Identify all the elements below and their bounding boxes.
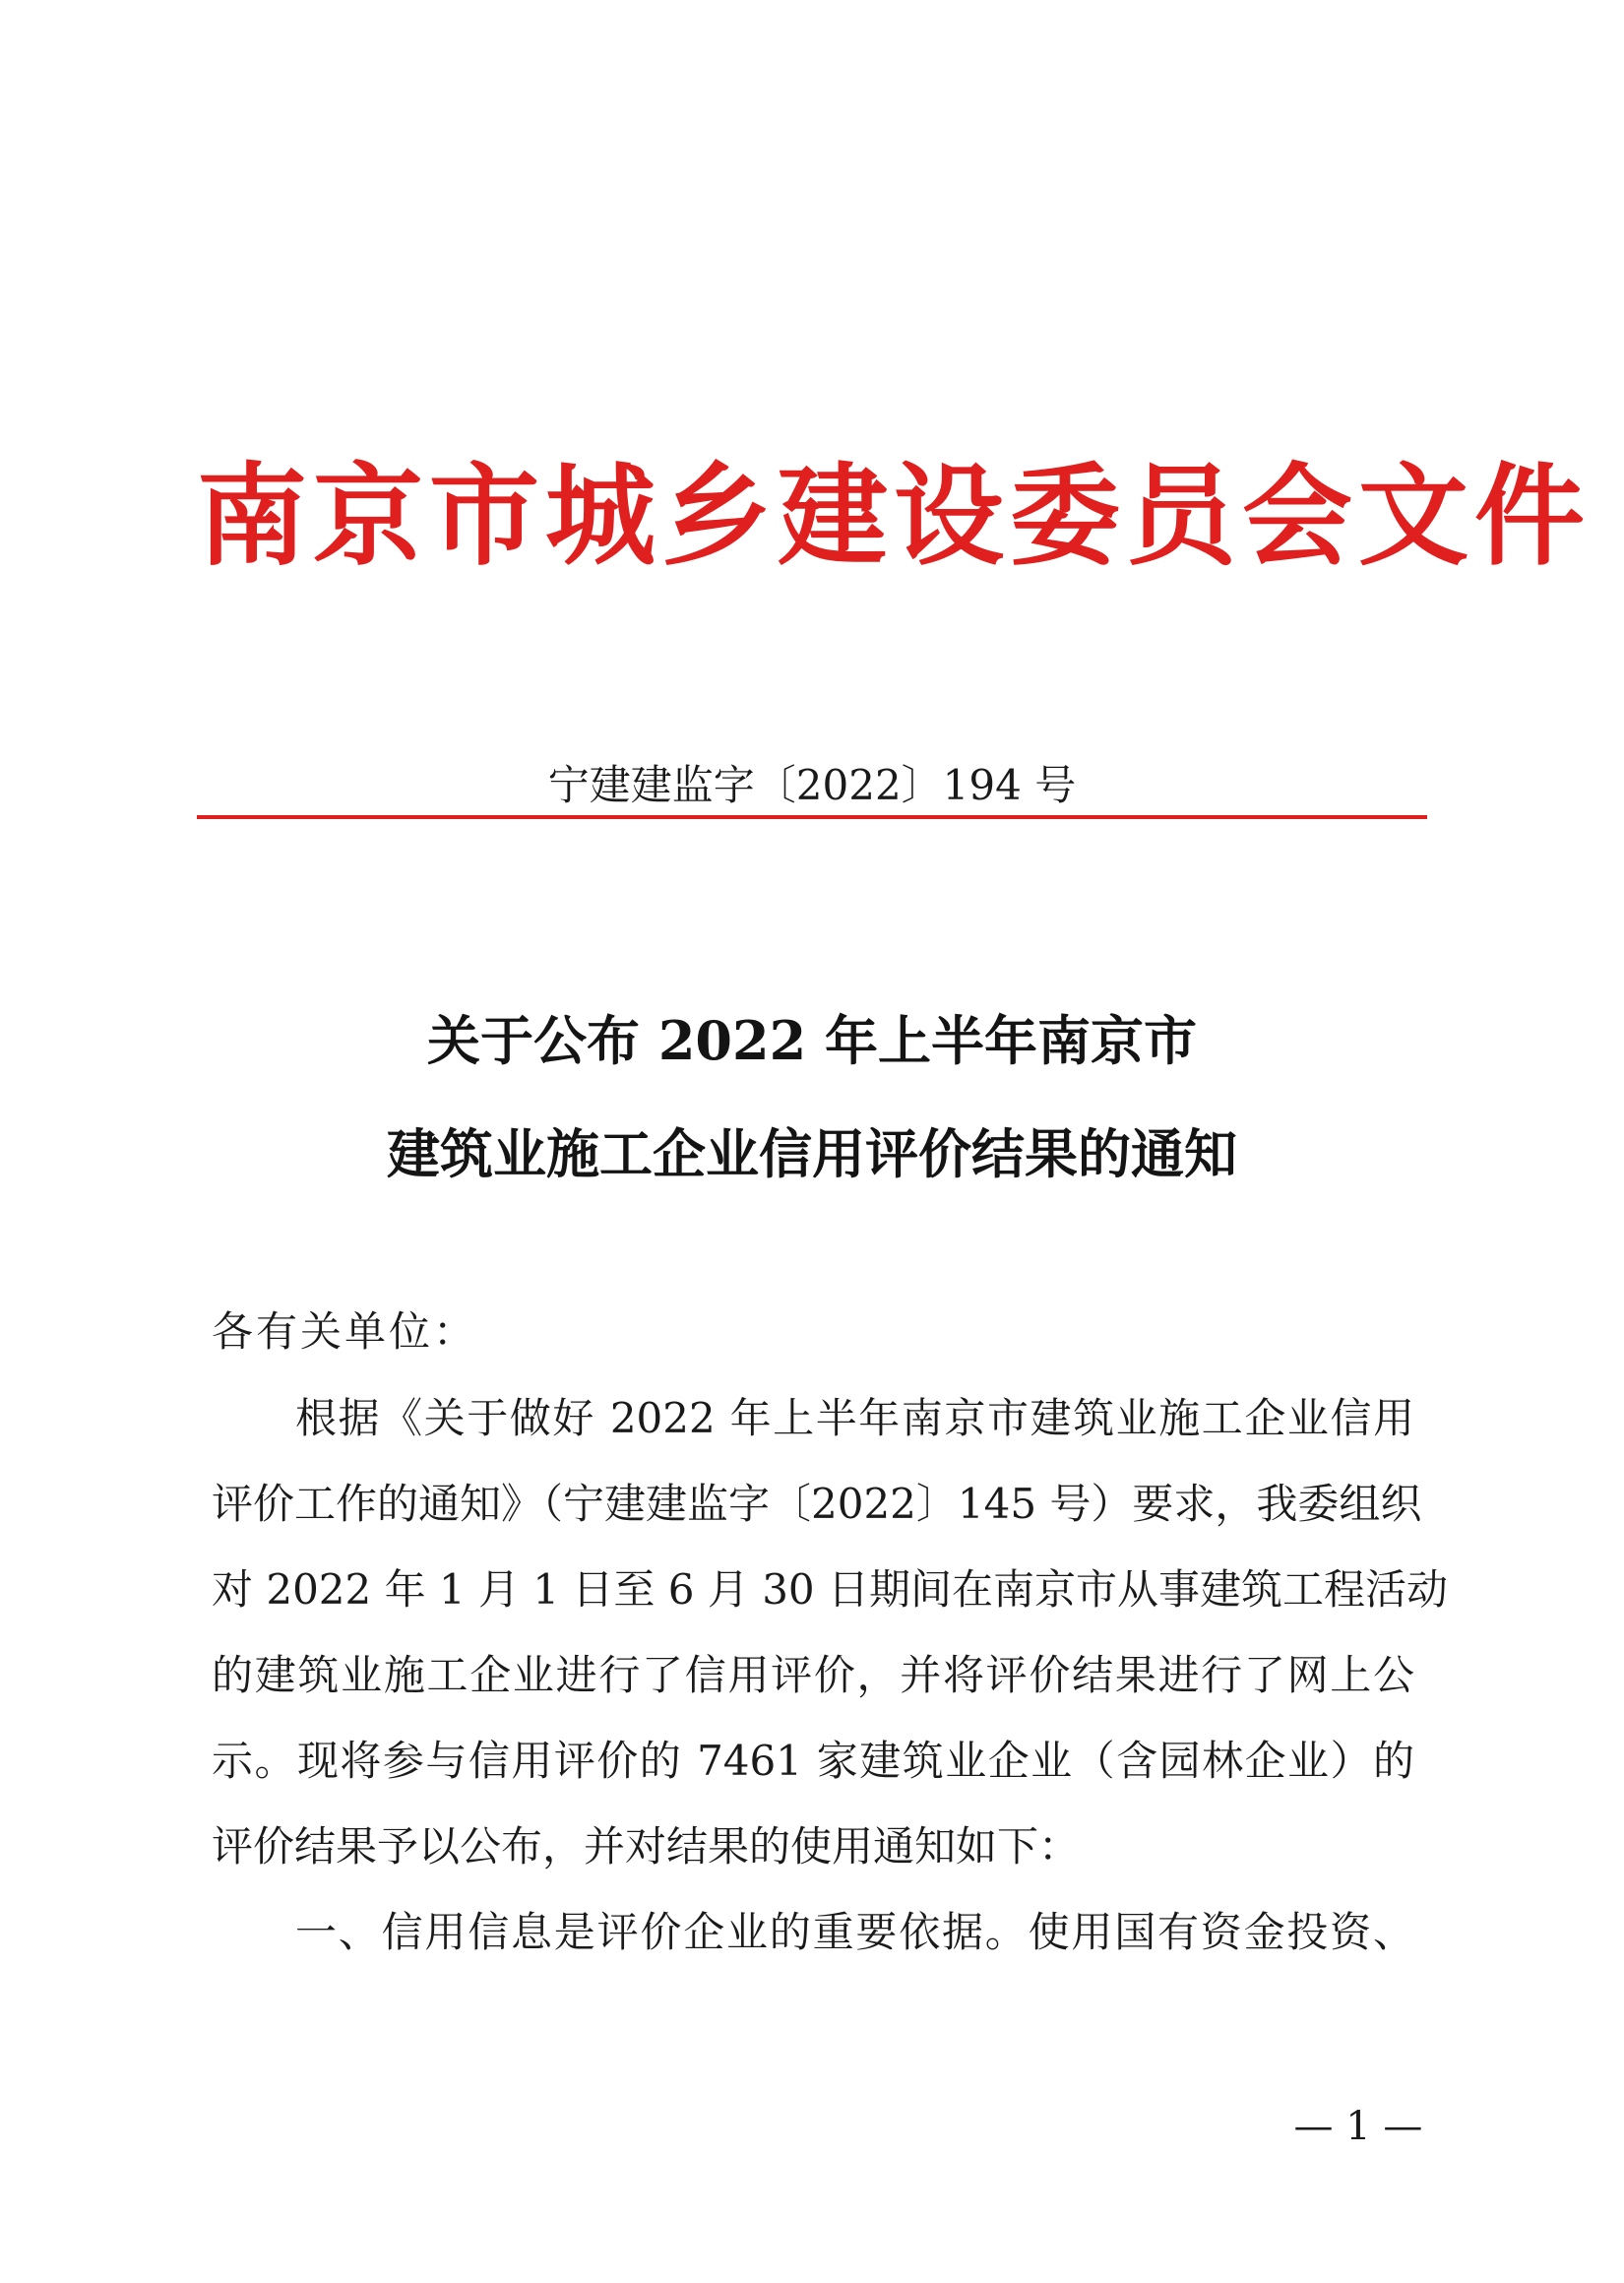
page-number: — 1 — <box>1293 2104 1423 2149</box>
organization-header: 南京市城乡建设委员会文件 <box>197 452 1591 581</box>
document-number: 宁建建监字〔2022〕194 号 <box>547 761 1077 809</box>
body-paragraph-line-6: 评价结果予以公布，并对结果的使用通知如下： <box>212 1822 1081 1871</box>
body-paragraph-line-2: 评价工作的通知》（宁建建监字〔2022〕145 号）要求，我委组织 <box>212 1480 1422 1528</box>
body-paragraph-line-7: 一、信用信息是评价企业的重要依据。使用国有资金投资、 <box>295 1908 1414 1956</box>
red-divider-line <box>197 815 1427 819</box>
salutation: 各有关单位： <box>212 1307 478 1356</box>
body-paragraph-line-4: 的建筑业施工企业进行了信用评价，并将评价结果进行了网上公 <box>212 1651 1414 1699</box>
document-title-line-1: 关于公布 2022 年上半年南京市 <box>427 1009 1197 1072</box>
body-paragraph-line-5: 示。现将参与信用评价的 7461 家建筑业企业（含园林企业）的 <box>212 1737 1414 1785</box>
body-paragraph-line-1: 根据《关于做好 2022 年上半年南京市建筑业施工企业信用 <box>295 1394 1414 1442</box>
body-paragraph-line-3: 对 2022 年 1 月 1 日至 6 月 30 日期间在南京市从事建筑工程活动 <box>212 1565 1449 1614</box>
document-title-line-2: 建筑业施工企业信用评价结果的通知 <box>387 1122 1237 1185</box>
